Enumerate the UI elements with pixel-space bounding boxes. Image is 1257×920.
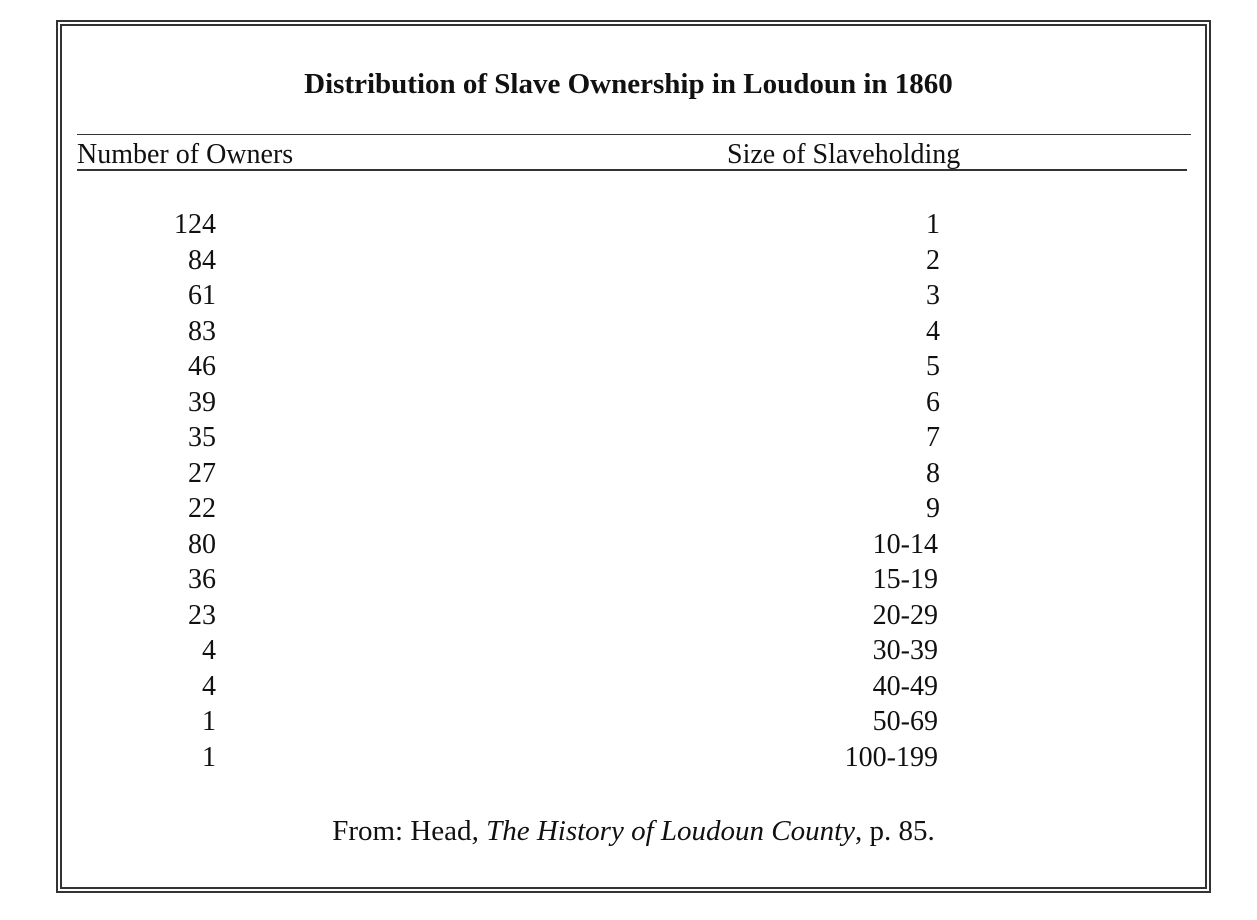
size-cell: 3	[926, 280, 940, 311]
owners-cell: 83	[188, 315, 216, 347]
owners-cell: 1	[202, 741, 216, 773]
header-underline-rule	[77, 169, 1187, 171]
owners-cell: 36	[188, 564, 216, 595]
owners-cell: 23	[188, 599, 216, 631]
owners-cell: 39	[188, 386, 216, 418]
size-cell: 10-14	[872, 528, 938, 560]
size-cell: 6	[926, 386, 940, 418]
owners-column	[130, 207, 216, 775]
size-cell: 1	[926, 209, 940, 240]
owners-cell: 4	[202, 670, 216, 702]
owners-cell: 124	[174, 209, 216, 240]
size-cell: 2	[926, 244, 940, 276]
owners-cell: 4	[202, 635, 216, 666]
owners-cell: 27	[188, 457, 216, 489]
size-cell: 9	[926, 493, 940, 524]
column-header-owners: Number of Owners	[77, 139, 294, 170]
size-cell: 20-29	[872, 599, 938, 631]
owners-cell: 61	[188, 280, 216, 311]
source-comma: ,	[471, 815, 487, 847]
size-cell: 30-39	[872, 635, 938, 666]
size-cell: 50-69	[872, 706, 938, 737]
owners-cell: 80	[188, 528, 216, 560]
source-work-title: The History of Loudoun County	[486, 815, 856, 847]
owners-cell: 22	[188, 493, 216, 524]
size-cell: 40-49	[872, 670, 938, 702]
size-column	[800, 207, 940, 775]
size-cell: 7	[926, 422, 940, 453]
source-prefix: From: Head	[332, 815, 472, 847]
source-suffix: , p. 85.	[855, 815, 935, 847]
table-title: Distribution of Slave Ownership in Loudoun in 1860	[304, 68, 953, 100]
size-cell: 8	[926, 457, 940, 489]
owners-cell: 84	[188, 244, 216, 276]
size-cell: 4	[926, 315, 940, 347]
source-citation	[0, 813, 1257, 849]
column-header-size: Size of Slaveholding	[727, 139, 961, 170]
size-cell: 5	[926, 351, 940, 382]
owners-cell: 1	[202, 706, 216, 737]
size-cell: 15-19	[872, 564, 938, 595]
owners-cell: 35	[188, 422, 216, 453]
owners-cell: 46	[188, 351, 216, 382]
size-cell: 100-199	[844, 741, 938, 773]
header-top-rule	[77, 134, 1191, 135]
